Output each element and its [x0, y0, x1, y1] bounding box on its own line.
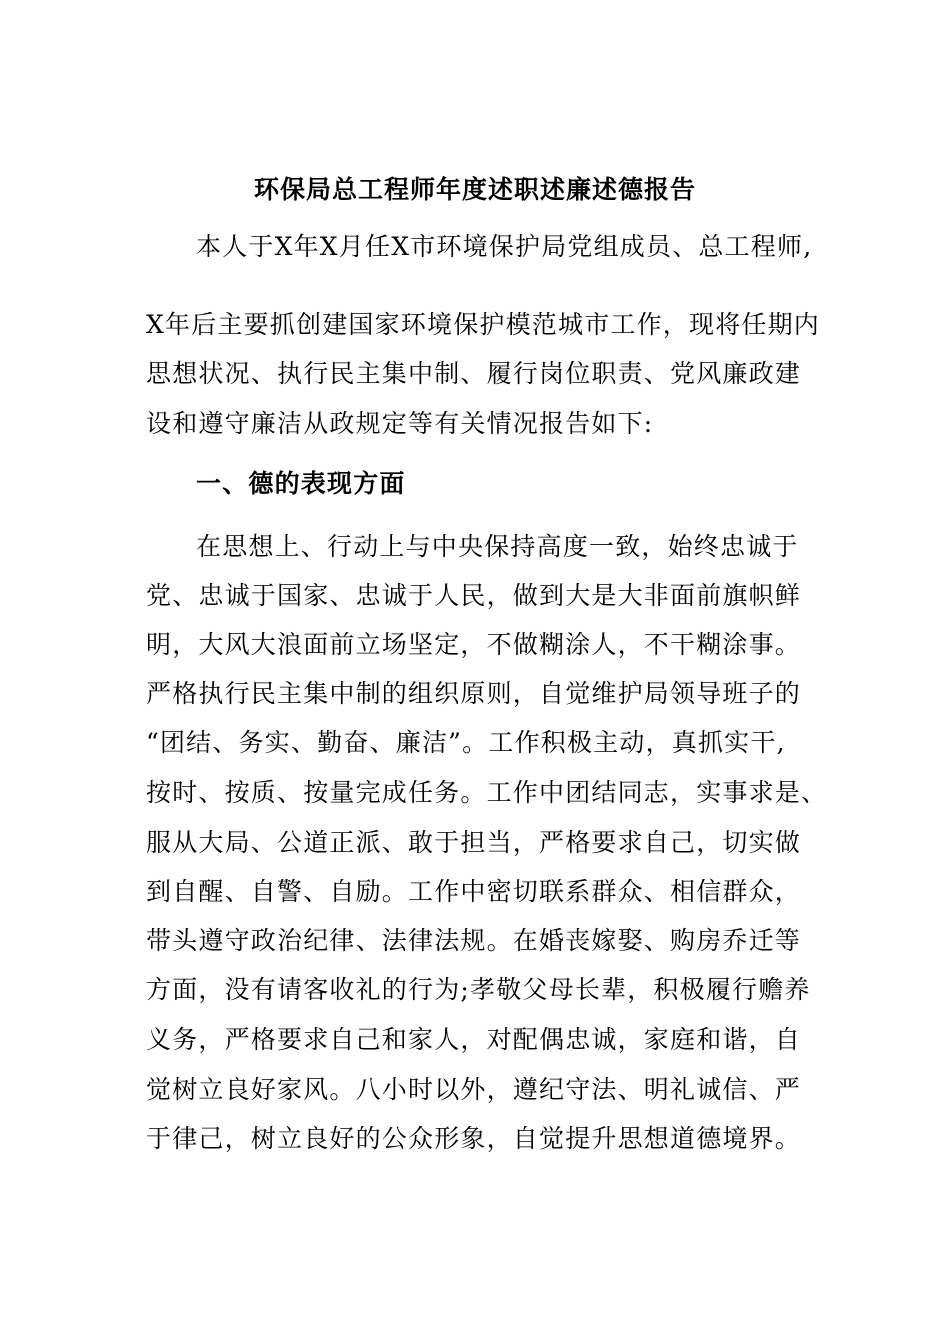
section1-line-1: 在思想上、行动上与中央保持高度一致，始终忠诚于	[196, 532, 799, 561]
intro-line-4: 设和遵守廉洁从政规定等有关情况报告如下:	[146, 409, 654, 438]
section1-line-7: 服从大局、公道正派、敢于担当，严格要求自己，切实做	[146, 828, 802, 857]
section1-line-11: 义务，严格要求自己和家人，对配偶忠诚，家庭和谐，自	[146, 1025, 802, 1054]
section1-line-8: 到自醒、自警、自励。工作中密切联系群众、相信群众，	[146, 877, 802, 906]
intro-line-3: 思想状况、执行民主集中制、履行岗位职责、党风廉政建	[146, 359, 802, 388]
section1-line-10: 方面，没有请客收礼的行为;孝敬父母长辈，积极履行赡养	[146, 975, 811, 1004]
section1-line-6: 按时、按质、按量完成任务。工作中团结同志，实事求是、	[146, 778, 828, 807]
section1-line-4: 严格执行民主集中制的组织原则，自觉维护局领导班子的	[146, 679, 802, 708]
document-title: 环保局总工程师年度述职述廉述德报告	[253, 175, 696, 204]
intro-line-2: X年后主要抓创建国家环境保护模范城市工作，现将任期内	[146, 310, 821, 339]
section1-line-3: 明，大风大浪面前立场坚定，不做糊涂人，不干糊涂事。	[146, 630, 802, 659]
intro-line-1: 本人于X年X月任X市环境保护局党组成员、总工程师,	[196, 232, 813, 261]
section1-line-5: “团结、务实、勤奋、廉洁”。工作积极主动，真抓实干,	[146, 728, 786, 757]
section1-line-9: 带头遵守政治纪律、法律法规。在婚丧嫁娶、购房乔迁等	[146, 926, 802, 955]
section1-line-12: 觉树立良好家风。八小时以外，遵纪守法、明礼诚信、严	[146, 1075, 802, 1104]
section-heading-1: 一、德的表现方面	[196, 469, 406, 498]
section1-line-13: 于律己，树立良好的公众形象，自觉提升思想道德境界。	[146, 1124, 802, 1153]
section1-line-2: 党、忠诚于国家、忠诚于人民，做到大是大非面前旗帜鲜	[146, 581, 802, 610]
